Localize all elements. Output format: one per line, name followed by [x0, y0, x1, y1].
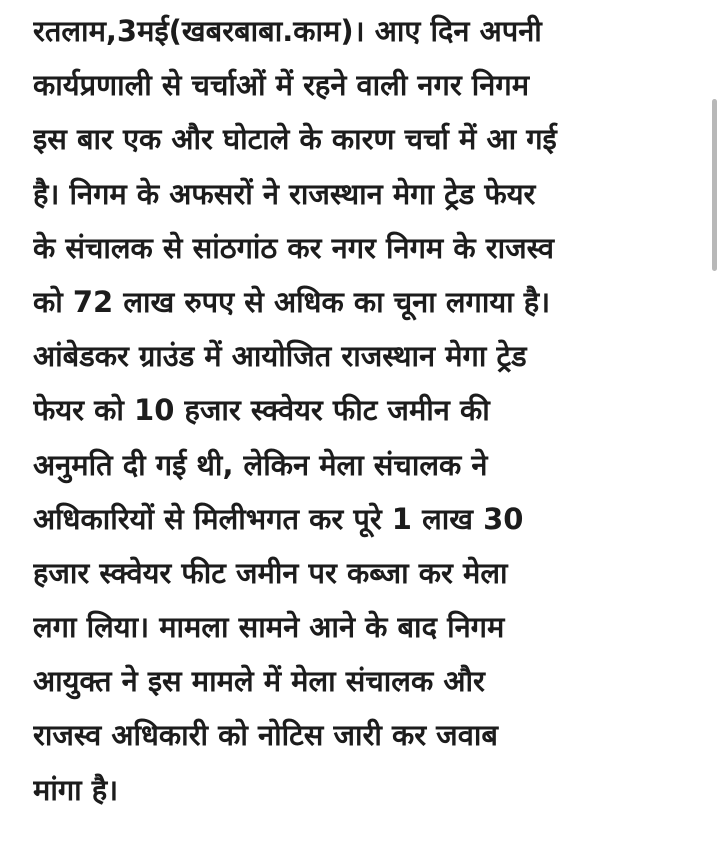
- article-line: फेयर को 10 हजार स्क्वेयर फीट जमीन की: [33, 393, 490, 428]
- article-line: आंबेडकर ग्राउंड में आयोजित राजस्थान मेगा ट्रेड: [33, 339, 527, 374]
- article-line: इस बार एक और घोटाले के कारण चर्चा में आ गई: [33, 122, 557, 157]
- article-line: अनुमति दी गई थी, लेकिन मेला संचालक ने: [33, 447, 488, 482]
- article-line: आयुक्त ने इस मामले में मेला संचालक और: [33, 664, 485, 699]
- article-line: हजार स्क्वेयर फीट जमीन पर कब्जा कर मेला: [33, 555, 508, 590]
- article-body: [33, 4, 693, 817]
- article-line: रतलाम,3मई(खबरबाबा.काम)। आए दिन अपनी: [33, 14, 542, 48]
- article-line: को 72 लाख रुपए से अधिक का चूना लगाया है।: [33, 284, 551, 319]
- article-line: के संचालक से सांठगांठ कर नगर निगम के राजस्व: [33, 230, 555, 265]
- article-line: राजस्व अधिकारी को नोटिस जारी कर जवाब: [33, 718, 498, 753]
- vertical-scrollbar[interactable]: [712, 99, 717, 271]
- article-line: अधिकारियों से मिलीभगत कर पूरे 1 लाख 30: [33, 501, 524, 536]
- article-line: कार्यप्रणाली से चर्चाओं में रहने वाली नगर निगम: [33, 68, 530, 103]
- article-line: है। निगम के अफसरों ने राजस्थान मेगा ट्रेड फेयर: [33, 176, 536, 211]
- article-line: मांगा है।: [33, 772, 119, 807]
- article-line: लगा लिया। मामला सामने आने के बाद निगम: [33, 610, 505, 645]
